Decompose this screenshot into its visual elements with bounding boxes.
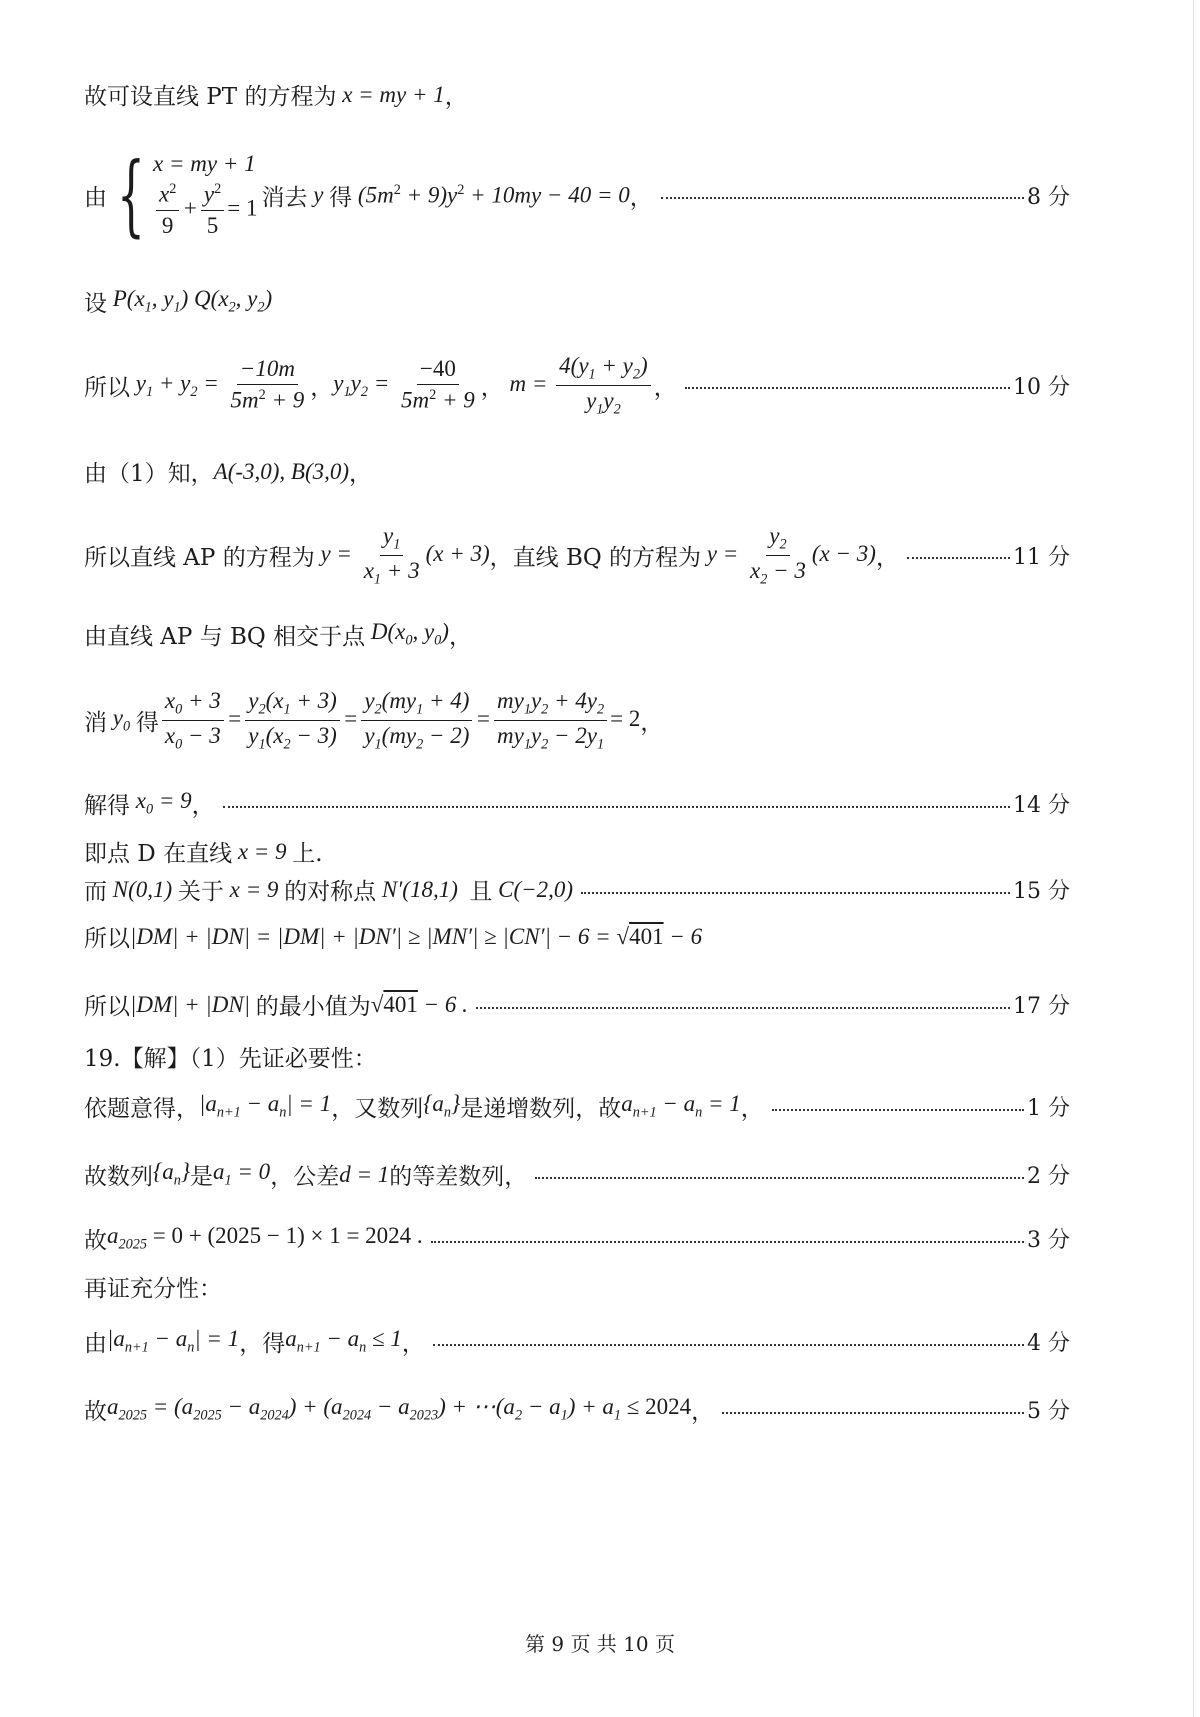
text: ，公差: [270, 1164, 340, 1190]
dot-leader: [685, 387, 1010, 389]
line-system: [84, 145, 1070, 245]
line-vieta: [84, 350, 1070, 420]
line-inequality: [84, 920, 1070, 953]
text: ，: [191, 793, 215, 819]
text: ，: [444, 84, 468, 110]
text: ，得: [239, 1331, 286, 1357]
formula: $\{a_n\}$: [423, 1091, 461, 1121]
text: 解得: [84, 793, 130, 819]
text: 关于: [177, 879, 224, 905]
formula: $x_0 = 9$: [130, 788, 192, 818]
text: 是: [190, 1164, 214, 1190]
text: ，: [640, 709, 664, 736]
formula: x = my + 1: [336, 81, 445, 107]
formula: C(−2,0): [492, 876, 574, 902]
score: 8 分: [1027, 184, 1070, 210]
score: 3 分: [1027, 1228, 1070, 1253]
text: ，: [629, 184, 653, 211]
text: 所以: [84, 374, 130, 401]
score: 5 分: [1027, 1399, 1070, 1424]
text: ，: [653, 374, 677, 401]
line-intersection: [84, 618, 1070, 651]
text: 且: [469, 879, 493, 905]
line-telescoping: [84, 1393, 1070, 1426]
text: 上.: [292, 841, 323, 867]
text: 由: [84, 184, 107, 211]
score: 4 分: [1027, 1331, 1070, 1356]
page-footer: 第 9 页 共 10 页: [525, 1632, 675, 1656]
text: ，直线 BQ 的方程为: [489, 544, 702, 571]
score: 15 分: [1013, 879, 1070, 904]
text: 故数列: [84, 1164, 153, 1190]
dot-leader: [476, 1007, 1010, 1009]
formula: $a_{2025} = (a_{2025} - a_{2024}) + (a_{2024} - a_{2023})$ + $\cdots(a_2 - a_1) + a_1 \le 2024$: [107, 1394, 692, 1424]
text: 得: [329, 184, 353, 211]
text: ，: [448, 624, 472, 650]
text: 19.【解】（1）先证必要性：: [84, 1046, 377, 1072]
text: 的对称点: [284, 879, 377, 905]
text: 的等差数列，: [389, 1164, 528, 1190]
text: 所以: [84, 926, 130, 952]
line-ab-points: [84, 455, 1070, 488]
text: 故: [84, 1228, 107, 1254]
line-d-on-line: [84, 835, 1070, 868]
formula: x = 9: [232, 838, 293, 864]
text: 依题意得，: [84, 1096, 199, 1122]
text: 故: [84, 1399, 107, 1425]
score: 2 分: [1027, 1164, 1070, 1189]
text: ，: [310, 374, 334, 401]
dot-leader: [433, 1344, 1024, 1346]
dot-leader: [223, 806, 1010, 808]
line-symmetric-point: [84, 873, 1070, 906]
formula: $a_1 = 0$: [213, 1159, 271, 1189]
line-eliminate: [84, 685, 1070, 755]
formula: $y_0$: [107, 704, 131, 735]
line-set-points: [84, 285, 1070, 318]
formula: x = 9: [223, 876, 285, 902]
dot-leader: [722, 1412, 1024, 1414]
dot-leader: [535, 1177, 1024, 1179]
formula: $\frac{x_0 + 3}{x_0 - 3}$ = $\frac{y_2(x_1 + 3)}{y_1(x_2 - 3)}$ = $\frac{y_2(my_1 + 4)}{y_1(my_2 - 2)}$ = $\frac{my_1y_2 + 4y_2}{my_1y_2 - 2y_1}$ = 2: [159, 688, 641, 753]
formula: $P(x_1$, $y_1$) $Q(x_2$, $y_2$): [107, 286, 273, 316]
formula: |DM| + |DN|: [130, 991, 256, 1017]
formula: d = 1: [339, 1161, 390, 1187]
formula: $(5m^2 + 9)y^2 + 10my - 40 = 0$: [352, 181, 630, 208]
line-pt-equation: [84, 78, 1070, 111]
formula: y = $\frac{y_2}{x_2 - 3}$ (x − 3): [701, 522, 876, 588]
formula: $\{a_n\}$: [153, 1159, 191, 1189]
formula: $y_1 + y_2$ = $\frac{-10m}{5m^2 + 9}$: [130, 355, 305, 413]
scan-edge: [1193, 0, 1194, 1717]
formula: $D(x_0$, $y_0$): [365, 619, 449, 649]
line-arithmetic: [84, 1158, 1070, 1191]
score: 1 分: [1027, 1096, 1070, 1121]
line-solve-x0: [84, 787, 1070, 820]
text: ，: [480, 374, 504, 401]
line-increasing: [84, 1090, 1070, 1123]
line-diff-bound: [84, 1325, 1070, 1358]
score: 14 分: [1013, 793, 1070, 818]
formula: N′(18,1): [376, 876, 470, 902]
text: ，: [401, 1331, 425, 1357]
formula: y: [307, 182, 330, 207]
line-q19-heading: [84, 1040, 1070, 1073]
score: 11 分: [1013, 544, 1070, 570]
text: ，: [691, 1399, 715, 1425]
text: 消: [84, 709, 107, 736]
text: ，: [875, 544, 899, 571]
text: 再证充分性：: [84, 1276, 222, 1302]
formula: $|a_{n+1} - a_n| = 1$: [199, 1091, 332, 1121]
dot-leader: [431, 1241, 1024, 1243]
line-ap-bq: [84, 520, 1070, 590]
formula: √401 − 6 .: [370, 991, 468, 1017]
formula: $\frac{x^2}{9}$ + $\frac{y^2}{5}$ = 1: [153, 181, 257, 240]
formula: m = $\frac{4(y_1 + y_2)}{y_1y_2}$: [504, 353, 654, 418]
text: 即点 D 在直线: [84, 841, 233, 867]
dot-leader: [772, 1109, 1024, 1111]
formula: |DM| + |DN| = |DM| + |DN′| ≥ |MN′| ≥ |CN′| − 6 = √401 − 6: [130, 923, 703, 949]
line-sufficiency: [84, 1270, 1070, 1303]
formula: A(-3,0), B(3,0): [213, 458, 350, 484]
text: ，: [349, 461, 373, 487]
score: 17 分: [1013, 994, 1070, 1019]
text: ，: [740, 1096, 764, 1122]
formula: $|a_{n+1} - a_n| = 1$: [107, 1326, 240, 1356]
text: 的最小值为: [255, 994, 371, 1020]
formula: $a_{n+1} - a_n \le 1$: [285, 1326, 402, 1356]
text: 消去: [261, 184, 308, 211]
text: 由直线 AP 与 BQ 相交于点: [84, 624, 366, 650]
brace: {: [117, 143, 145, 246]
dot-leader: [661, 197, 1024, 199]
text: 所以直线 AP 的方程为: [84, 544, 315, 571]
equation-system: [153, 151, 257, 240]
dot-leader: [581, 892, 1010, 894]
score: 10 分: [1013, 374, 1070, 400]
text: 得: [135, 709, 159, 736]
text: 设: [84, 291, 107, 317]
text: ，又数列: [331, 1096, 424, 1122]
formula: $a_{n+1} - a_n = 1$: [621, 1091, 741, 1121]
line-a2025: [84, 1222, 1070, 1255]
text: 故可设直线 PT 的方程为: [84, 84, 337, 110]
line-minimum: [84, 988, 1070, 1021]
formula: x = my + 1: [153, 150, 256, 176]
formula: $y_1y_2$ = $\frac{-40}{5m^2 + 9}$: [333, 355, 475, 413]
text: 是递增数列，故: [460, 1096, 622, 1122]
formula: y = $\frac{y_1}{x_1 + 3}$ (x + 3): [314, 522, 490, 588]
text: 由（1）知，: [84, 461, 214, 487]
text: 由: [84, 1331, 107, 1357]
formula: $a_{2025} = 0 + (2025 - 1) \times 1 = 2024$ .: [107, 1223, 423, 1253]
text: 而: [84, 879, 107, 905]
dot-leader: [907, 557, 1010, 559]
formula: N(0,1): [107, 876, 178, 902]
text: 所以: [84, 994, 130, 1020]
